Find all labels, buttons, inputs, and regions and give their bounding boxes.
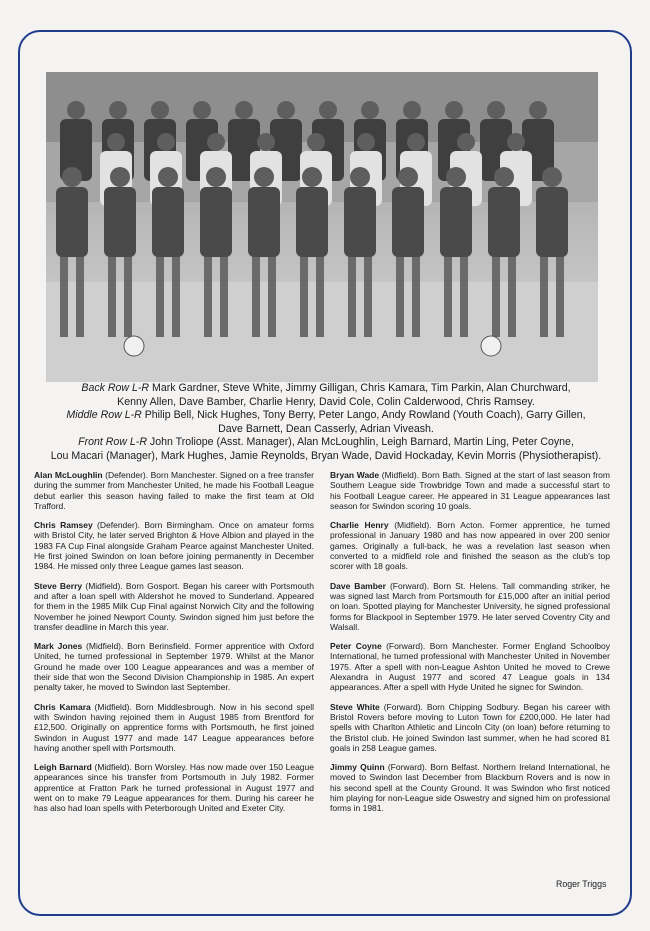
player-name: Bryan Wade <box>330 470 380 480</box>
player-leg <box>540 257 548 337</box>
middle-row-line-1: Middle Row L-R Philip Bell, Nick Hughes, Tony Berry, Peter Lango, Andy Rowland (Youth Coach), Garry Gillen, <box>66 409 586 422</box>
player-bio: Alan McLoughlin (Defender). Born Manchester. Signed on a free transfer during the summer from Manchester United, he made his Football League debut earlier this season having failed to make the first team at Old Trafford. <box>34 470 314 511</box>
right-column <box>330 470 610 823</box>
player-bio: Chris Kamara (Midfield). Born Middlesbrough. Now in his second spell with Swindon having rejoined them in August 1985 from Brentford for £12,500. Originally on apprentice forms with Portsmouth, he first joined Swindon in August 1977 and made 147 League appearances before having another spell with Portsmouth. <box>34 701 314 753</box>
player-leg <box>348 257 356 337</box>
player-head <box>507 133 525 151</box>
player-name: Charlie Henry <box>330 520 389 531</box>
player-head <box>254 167 274 187</box>
player-leg <box>76 257 84 337</box>
player-leg <box>252 257 260 337</box>
player-head <box>529 101 547 119</box>
author-signature: Roger Triggs <box>556 879 607 889</box>
player-head <box>207 133 225 151</box>
front-row-line-2: Lou Macari (Manager), Mark Hughes, Jamie Reynolds, Bryan Wade, David Hockaday, Kevin Morris (Physiotherapist). <box>50 449 602 462</box>
player-name: Mark Jones <box>34 641 83 652</box>
player-head <box>67 101 85 119</box>
player-bio: Bryan Wade (Midfield). Born Bath. Signed at the start of last season from Southern League side Trowbridge Town and made a successful start to his Football League career. He appeared in 31 League appearances last season for Swindon scoring 10 goals. <box>330 470 610 511</box>
player-head <box>157 133 175 151</box>
player-name: Steve White <box>330 701 380 712</box>
player-leg <box>508 257 516 337</box>
player-head <box>62 167 82 187</box>
player-head <box>457 133 475 151</box>
player-head <box>542 167 562 187</box>
player-leg <box>396 257 404 337</box>
player-bio: Dave Bamber (Forward). Born St. Helens. Tall commanding striker, he was signed last March from Portsmouth for £15,000 after an initial period on loan. Spotted playing for Manchester University, he signed professional forms for Blackpool in September 1979. He later served Coventry City and Walsall. <box>330 580 610 632</box>
player-head <box>361 101 379 119</box>
player-head <box>307 133 325 151</box>
player-head <box>398 167 418 187</box>
player-leg <box>156 257 164 337</box>
player-leg <box>460 257 468 337</box>
player-name: Dave Bamber <box>330 580 386 591</box>
player-head <box>407 133 425 151</box>
player-head <box>350 167 370 187</box>
player-bio: Charlie Henry (Midfield). Born Acton. Former apprentice, he turned professional in January 1980 and has now appeared in over 200 senior games. Originally a full-back, he was a revelation last season when converted to a midfield role and finished the season as the club's top scorer with 18 goals. <box>330 520 610 572</box>
player-name: Chris Kamara <box>34 701 91 712</box>
player-leg <box>204 257 212 337</box>
player-head <box>302 167 322 187</box>
middle-row-label: Middle Row L-R <box>66 409 142 422</box>
player-head <box>110 167 130 187</box>
player-name: Steve Berry <box>34 580 83 591</box>
player-head <box>193 101 211 119</box>
player-head <box>487 101 505 119</box>
player-bio: Mark Jones (Midfield). Born Berinsfield. Former apprentice with Oxford United, he turned professional in September 1979. Whilst at the Manor Ground he made over 100 League appearances and was a member of their side that won the Second Division Championship in 1985. An expert penalty taker, he moved to Swindon last September. <box>34 641 314 693</box>
player-head <box>107 133 125 151</box>
player-figure <box>152 187 184 257</box>
player-bio: Steve Berry (Midfield). Born Gosport. Began his career with Portsmouth and after a loan spell with Aldershot he moved to Sunderland. Appeared for them in the 1985 Milk Cup Final against Norwich City and the following November he joined Newport County. Swindon signed him just before the transfer deadline in March this year. <box>34 580 314 632</box>
player-figure <box>392 187 424 257</box>
player-leg <box>444 257 452 337</box>
player-figure <box>296 187 328 257</box>
player-figure <box>344 187 376 257</box>
player-bio: Steve White (Forward). Born Chipping Sodbury. Began his career with Bristol Rovers before moving to Luton Town for £200,000. He later had spells with Charlton Athletic and Lincoln City (on loan) before returning to the Bristol club. He joined Swindon last summer, when he had scored 81 goals in 258 League games. <box>330 701 611 753</box>
player-leg <box>268 257 276 337</box>
player-head <box>403 101 421 119</box>
player-leg <box>60 257 68 337</box>
front-row-line-1: Front Row L-R John Troliope (Asst. Manager), Alan McLoughlin, Leigh Barnard, Martin Ling, Peter Coyne, <box>78 436 574 449</box>
back-row-label: Back Row L-R <box>81 382 150 394</box>
player-leg <box>492 257 500 337</box>
photo-caption <box>36 382 616 464</box>
player-head <box>445 101 463 119</box>
player-leg <box>172 257 180 337</box>
player-head <box>319 101 337 119</box>
player-bio: Jimmy Quinn (Forward). Born Belfast. Northern Ireland International, he moved to Swindon last December from Blackburn Rovers and is now in his second spell at the County Ground. It was Swindon who first noticed him playing for non-League side Oswestry and signed him on professional forms in 1981. <box>330 762 610 814</box>
player-leg <box>300 257 308 337</box>
back-row-line-2: Kenny Allen, Dave Bamber, Charlie Henry, David Cole, Colin Calderwood, Chris Ramsey. <box>117 395 535 408</box>
player-name: Alan McLoughlin <box>34 470 103 480</box>
back-row-line-1: Back Row L-R Mark Gardner, Steve White, Jimmy Gilligan, Chris Kamara, Tim Parkin, Alan Churchward, <box>81 382 571 394</box>
player-head <box>109 101 127 119</box>
player-name: Chris Ramsey <box>34 520 93 531</box>
player-leg <box>364 257 372 337</box>
player-name: Jimmy Quinn <box>330 762 385 773</box>
player-head <box>446 167 466 187</box>
player-figure <box>56 187 88 257</box>
player-bio: Chris Ramsey (Defender). Born Birmingham. Once on amateur forms with Bristol City, he later served Brighton & Hove Albion and played in the 1983 FA Cup Final alongside Graham Pearce against Manchester United. He first joined Swindon on loan before joining permanently in December 1984. He missed only three League games last season. <box>34 520 314 572</box>
player-head <box>277 101 295 119</box>
player-head <box>257 133 275 151</box>
player-figure <box>200 187 232 257</box>
player-bio: Leigh Barnard (Midfield). Born Worsley. Has now made over 150 League appearances since his transfer from Portsmouth in July 1982. Former apprentice at Fratton Park he turned professional in August 1977 and went on to make 79 League appearances for them. During his career he has also had loan spells with Peterborough United and Exeter City. <box>34 762 314 814</box>
player-leg <box>108 257 116 337</box>
player-bio: Peter Coyne (Forward). Born Manchester. Former England Schoolboy International, he turned professional with Manchester United in November 1975. After a spell with non-League Ashton United he moved to Crewe Alexandra in August 1977 and scored 47 League goals in 134 appearances. After a spell with Hyde United he signec for Swindon. <box>330 641 610 693</box>
player-head <box>494 167 514 187</box>
player-head <box>235 101 253 119</box>
player-leg <box>316 257 324 337</box>
player-head <box>357 133 375 151</box>
player-name: Peter Coyne <box>330 641 382 652</box>
player-figure <box>248 187 280 257</box>
player-figure <box>440 187 472 257</box>
player-leg <box>124 257 132 337</box>
player-leg <box>556 257 564 337</box>
player-leg <box>220 257 228 337</box>
football <box>124 336 144 356</box>
player-figure <box>536 187 568 257</box>
player-head <box>158 167 178 187</box>
player-leg <box>412 257 420 337</box>
left-column <box>34 470 314 823</box>
football <box>481 336 501 356</box>
middle-row-line-2: Dave Barnett, Dean Casserly, Adrian Viveash. <box>218 422 434 435</box>
player-head <box>206 167 226 187</box>
front-row-label: Front Row L-R <box>78 436 147 449</box>
team-photo <box>46 72 598 382</box>
player-name: Leigh Barnard <box>34 762 92 773</box>
player-figure <box>488 187 520 257</box>
player-head <box>151 101 169 119</box>
player-figure <box>104 187 136 257</box>
